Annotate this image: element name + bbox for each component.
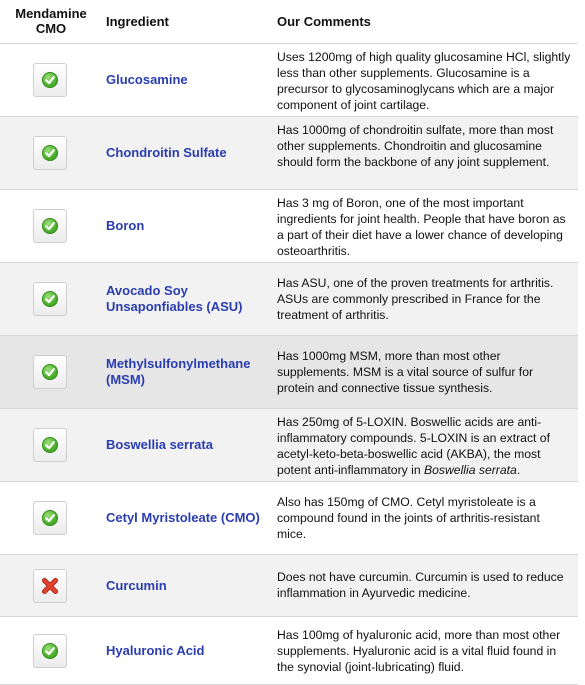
ingredient-comment: Has 1000mg MSM, more than most other supplements. MSM is a vital source of sulfur for protein and connective tissue synthesis. [277,349,534,395]
status-cell [33,136,67,170]
ingredient-comment: Has 100mg of hyaluronic acid, more than most other supplements. Hyaluronic acid is a vital fluid found in the synovial (joint-lubricating) fluid. [277,628,561,674]
check-icon [42,218,58,234]
check-icon [42,510,58,526]
status-cell [33,428,67,462]
status-cell [33,209,67,243]
status-cell [33,282,67,316]
ingredient-comment: Has 3 mg of Boron, one of the most important ingredients for joint health. People that have boron as a part of their diet have a lower chance of developing osteoarthritis. [277,196,566,258]
check-icon [42,145,58,161]
ingredient-comment: Has 1000mg of chondroitin sulfate, more than most other supplements. Chondroitin and glucosamine should form the backbone of any joint supplement. [277,123,554,169]
check-icon [42,364,58,380]
ingredient-name: Methylsulfonylmethane (MSM) [106,356,251,387]
ingredient-name: Boron [106,218,145,233]
cross-icon [41,577,59,595]
comment-text: Has 250mg of 5-LOXIN. Boswellic acids are anti-inflammatory compounds. 5-LOXIN is an extract of acetyl-keto-beta-boswellic acid (AKBA), the most potent anti-inflammatory in [277,415,550,477]
table-row [0,482,578,555]
header-mendamine-cmo: Mendamine CMO [15,6,87,36]
table-row [0,409,578,482]
status-cell [33,501,67,535]
ingredient-name: Glucosamine [106,72,188,87]
ingredient-name: Chondroitin Sulfate [106,145,227,160]
check-icon [42,291,58,307]
status-cell [33,355,67,389]
status-cell [33,634,67,668]
ingredient-comment: Does not have curcumin. Curcumin is used to reduce inflammation in Ayurvedic medicine. [277,570,564,600]
comment-italic-species: Boswellia serrata [424,463,517,477]
table-row [0,336,578,409]
table-row [0,263,578,336]
table-row [0,190,578,263]
table-row [0,555,578,617]
ingredient-comment: Has ASU, one of the proven treatments for arthritis. ASUs are commonly prescribed in France for the treatment of arthritis. [277,276,554,322]
ingredient-comment [277,414,572,478]
ingredient-name: Avocado Soy Unsaponfiables (ASU) [106,283,243,314]
status-cell [33,569,67,603]
header-our-comments: Our Comments [277,14,371,29]
ingredient-name: Boswellia serrata [106,437,213,452]
ingredient-name: Curcumin [106,577,167,593]
ingredient-comment: Also has 150mg of CMO. Cetyl myristoleate is a compound found in the joints of arthritis-resistant mice. [277,495,540,541]
ingredient-name: Hyaluronic Acid [106,642,205,658]
table-row [0,44,578,117]
comment-text-end: . [516,463,521,477]
table-header [0,0,578,44]
check-icon [42,643,58,659]
check-icon [42,72,58,88]
table-row [0,117,578,190]
status-cell [33,63,67,97]
ingredient-name: Cetyl Myristoleate (CMO) [106,510,260,525]
check-icon [42,437,58,453]
header-ingredient: Ingredient [106,14,169,29]
ingredient-comment: Uses 1200mg of high quality glucosamine HCl, slightly less than other supplements. Glucosamine is a precursor to glycosaminoglycans which are a major component of joint cartilage. [277,50,571,112]
